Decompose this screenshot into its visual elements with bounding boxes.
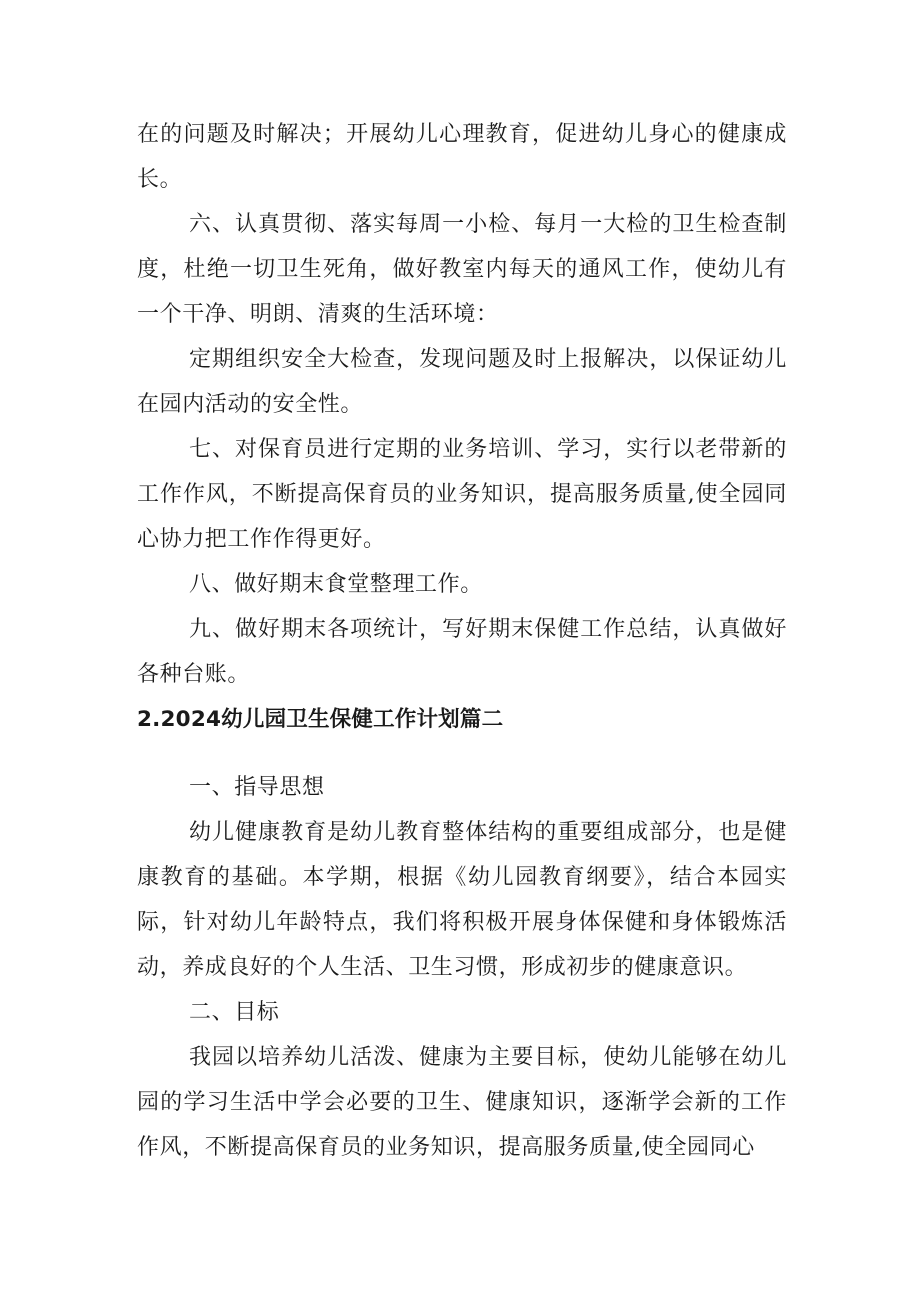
heading-guiding-thought: 一、指导思想: [189, 775, 325, 800]
paragraph-item-nine: 九、做好期末各项统计，写好期末保健工作总结，认真做好各种台账。: [137, 617, 787, 687]
paragraph-goals: 我园以培养幼儿活泼、健康为主要目标，使幼儿能够在幼儿园的学习生活中学会必要的卫生、健康知识，逐渐学会新的工作作风，不断提高保育员的业务知识，提高服务质量,使全园同心: [137, 1045, 787, 1160]
heading-goals: 二、目标: [189, 1000, 280, 1025]
paragraph-continuation: 在的问题及时解决；开展幼儿心理教育，促进幼儿身心的健康成长。: [137, 122, 787, 192]
paragraph-safety-check: 定期组织安全大检查，发现问题及时上报解决，以保证幼儿在园内活动的安全性。: [137, 347, 787, 417]
paragraph-item-eight: 八、做好期末食堂整理工作。: [189, 572, 483, 597]
section-title: 2.2024幼儿园卫生保健工作计划篇二: [137, 707, 504, 732]
document-body: [137, 112, 787, 1170]
paragraph-item-seven: 七、对保育员进行定期的业务培训、学习，实行以老带新的工作作风，不断提高保育员的业务知识，提高服务质量,使全园同心协力把工作作得更好。: [137, 437, 787, 552]
paragraph-item-six: 六、认真贯彻、落实每周一小检、每月一大检的卫生检查制度，杜绝一切卫生死角，做好教室内每天的通风工作，使幼儿有一个干净、明朗、清爽的生活环境：: [137, 212, 787, 327]
paragraph-guiding-thought: 幼儿健康教育是幼儿教育整体结构的重要组成部分，也是健康教育的基础。本学期，根据《幼儿园教育纲要》，结合本园实际，针对幼儿年龄特点，我们将积极开展身体保健和身体锻炼活动，养成良好的个人生活、卫生习惯，形成初步的健康意识。: [137, 820, 787, 980]
